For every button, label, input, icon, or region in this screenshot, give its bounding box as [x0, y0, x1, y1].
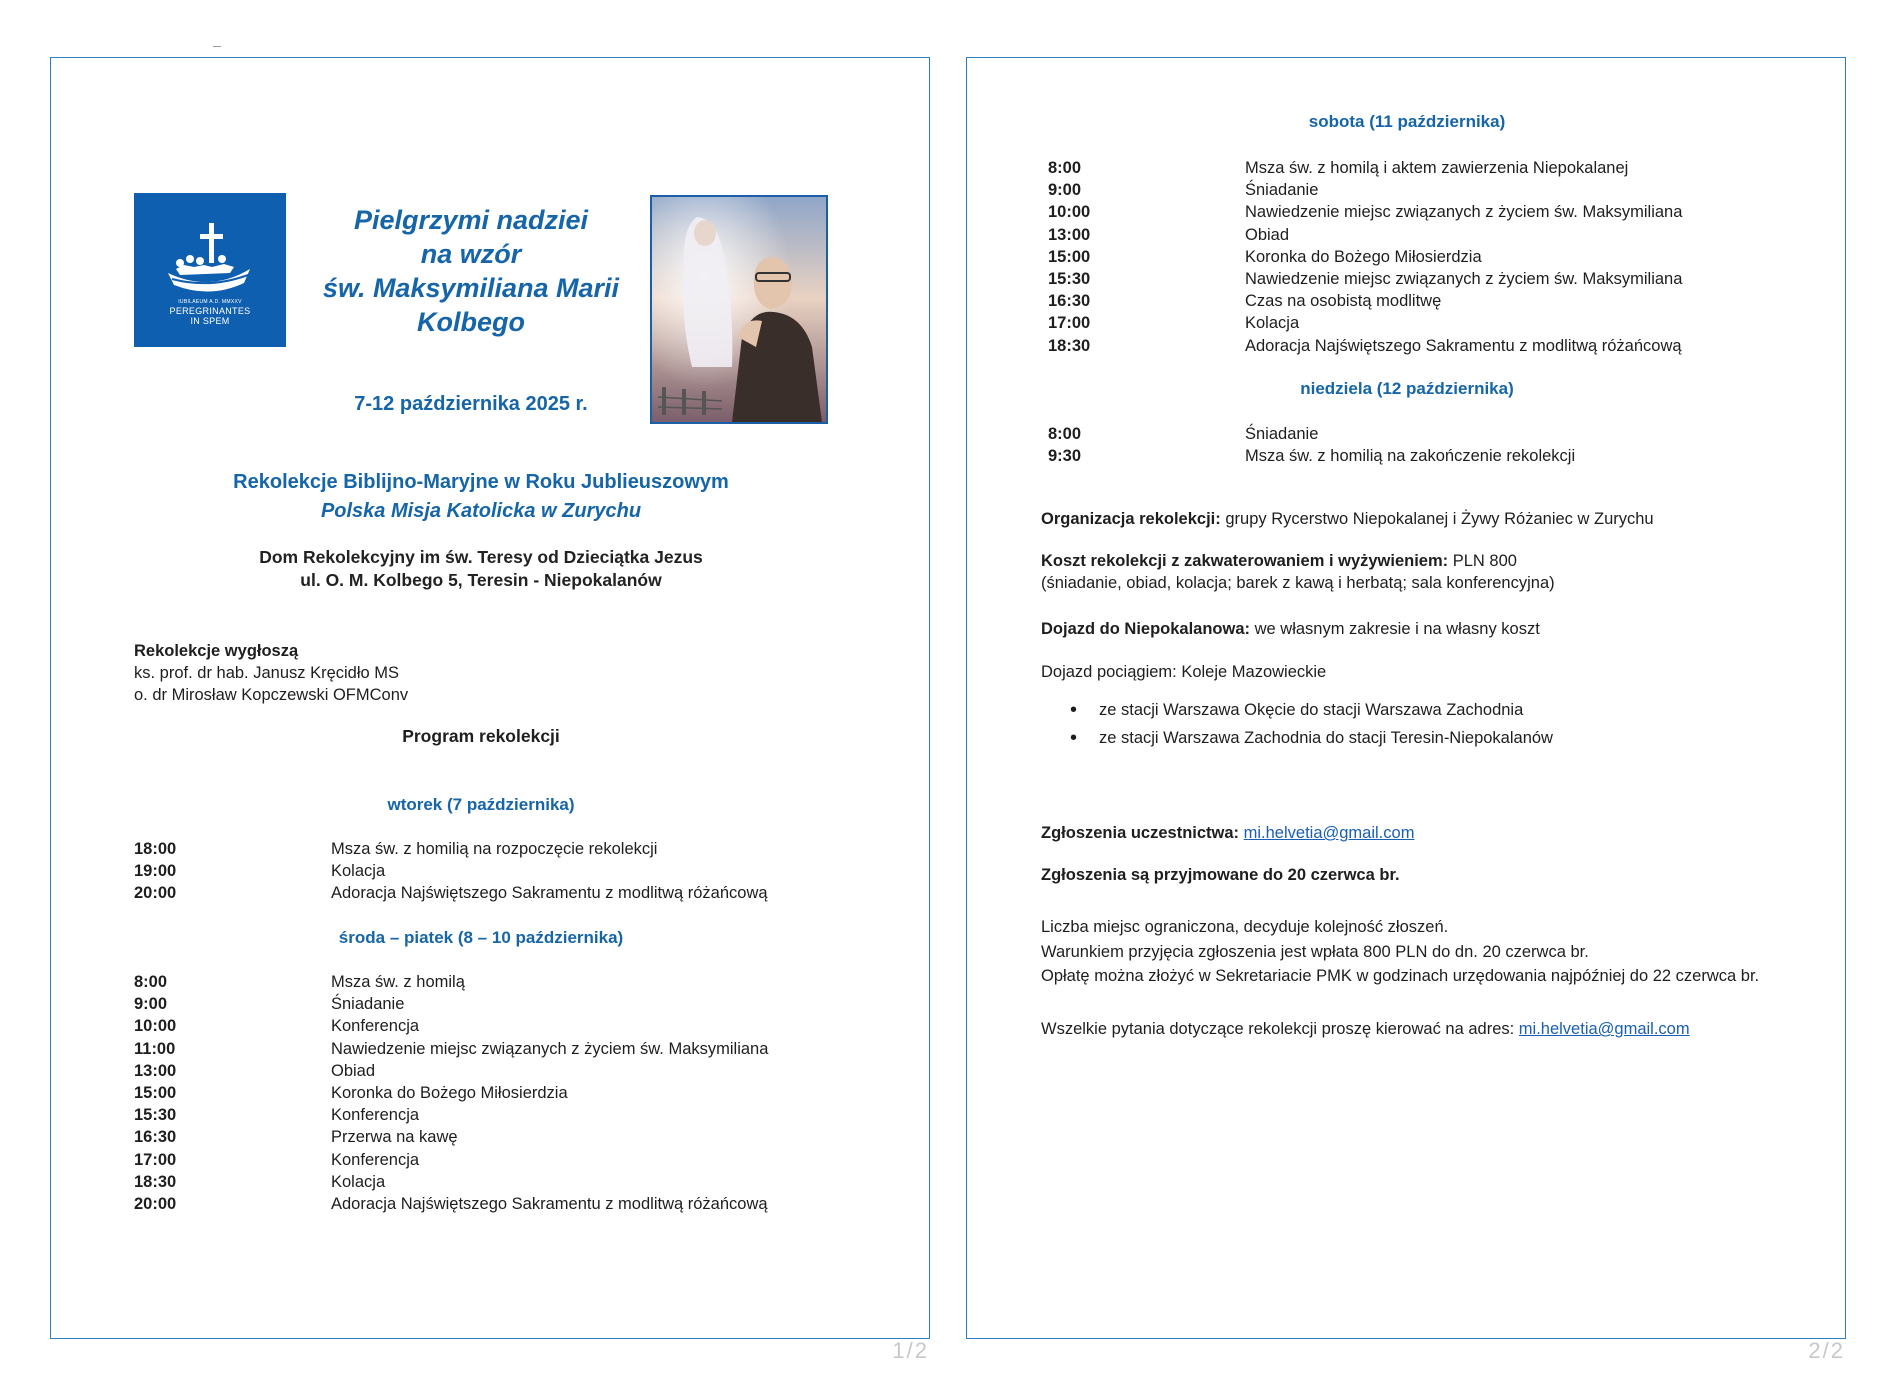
document-page-1 [50, 57, 930, 1363]
day-heading-tuesday: wtorek (7 października) [387, 795, 575, 814]
schedule-row: 17:00 Konferencja [134, 1150, 420, 1169]
program-title: Program rekolekcji [402, 726, 560, 746]
speakers-heading: Rekolekcje wygłoszą [134, 642, 299, 660]
travel-info: Dojazd do Niepokalanowa: we własnym zakresie i na własny koszt [1041, 620, 1540, 638]
page-number: 1/2 [892, 1338, 929, 1363]
schedule-row: 20:00 Adoracja Najświętszego Sakramentu z modlitwą różańcową [134, 1195, 768, 1214]
schedule-row: 8:00 Śniadanie [1048, 425, 1319, 443]
train-info: Dojazd pociągiem: Koleje Mazowieckie [1041, 663, 1327, 681]
scan-speck [213, 46, 221, 47]
list-item: • ze stacji Warszawa Okęcie do stacji Warszawa Zachodnia [1067, 696, 1553, 724]
schedule-row: 15:30 Konferencja [134, 1106, 420, 1125]
schedule-row: 15:30 Nawiedzenie miejsc związanych z życiem św. Maksymiliana [1048, 270, 1683, 289]
schedule-sunday [1048, 423, 1575, 467]
speakers-block [134, 640, 408, 706]
logo-caption: IUBILAEUM A.D. MMXXV PEREGRINANTES IN SPEM [169, 299, 251, 326]
mission-subtitle: Polska Misja Katolicka w Zurychu [320, 500, 642, 522]
schedule-row: 16:30 Czas na osobistą modlitwę [1048, 292, 1442, 311]
schedule-row: 18:30 Adoracja Najświętszego Sakramentu z modlitwą różańcową [1048, 336, 1682, 355]
retreat-subtitle: Rekolekcje Biblijno-Maryjne w Roku Jublieuszowym [233, 471, 729, 493]
registration-email-link[interactable]: mi.helvetia@gmail.com [1243, 824, 1415, 842]
schedule-row: 8:00 Msza św. z homilą i aktem zawierzenia Niepokalanej [1048, 159, 1629, 177]
schedule-row: 10:00 Konferencja [134, 1017, 420, 1036]
questions-info: Wszelkie pytania dotyczące rekolekcji proszę kierować na adres: mi.helvetia@gmail.com [1041, 1020, 1690, 1038]
registration-deadline: Zgłoszenia są przyjmowane do 20 czerwca br. [1041, 866, 1400, 884]
schedule-row: 18:00 Msza św. z homilią na rozpoczęcie rekolekcji [134, 840, 658, 858]
document-page-2 [966, 57, 1846, 1363]
day-heading-saturday: sobota (11 października) [1308, 112, 1506, 131]
schedule-row: 15:00 Koronka do Bożego Miłosierdzia [134, 1084, 568, 1103]
schedule-row: 18:30 Kolacja [134, 1172, 386, 1191]
speaker-name: ks. prof. dr hab. Janusz Kręcidło MS [134, 664, 400, 682]
list-item: • ze stacji Warszawa Zachodnia do stacji Teresin-Niepokalanów [1067, 724, 1553, 752]
day-heading-sunday: niedziela (12 października) [1300, 379, 1514, 398]
schedule-saturday [1048, 157, 1682, 357]
train-routes-list [1067, 696, 1553, 752]
page-title: Pielgrzymi nadziei na wzór św. Maksymiliana Marii Kolbego [322, 205, 620, 337]
questions-email-link[interactable]: mi.helvetia@gmail.com [1518, 1020, 1690, 1038]
schedule-row: 10:00 Nawiedzenie miejsc związanych z życiem św. Maksymiliana [1048, 203, 1683, 222]
schedule-row: 9:00 Śniadanie [134, 995, 405, 1014]
schedule-wednesday-friday [134, 971, 768, 1215]
page-number: 2/2 [1808, 1338, 1845, 1363]
organization-info: Organizacja rekolekcji: grupy Rycerstwo Niepokalanej i Żywy Różaniec w Zurychu [1041, 510, 1654, 528]
schedule-row: 15:00 Koronka do Bożego Miłosierdzia [1048, 247, 1482, 266]
schedule-row: 16:30 Przerwa na kawę [134, 1128, 458, 1147]
jubilee-logo [134, 193, 286, 347]
notes-block: Liczba miejsc ograniczona, decyduje kolejność złoszeń. Warunkiem przyjęcia zgłoszenia jest wpłata 800 PLN do dn. 20 czerwca br. Opłatę można złożyć w Sekretariacie PMK w godzinach urzędowania najpóźniej do 22 czerwca br. [1041, 918, 1760, 985]
pilgrims-boat-cross-icon [164, 221, 256, 295]
day-heading-wednesday-friday: środa – piatek (8 – 10 października) [338, 928, 624, 947]
schedule-row: 17:00 Kolacja [1048, 314, 1300, 333]
registration-info: Zgłoszenia uczestnictwa: mi.helvetia@gmail.com [1041, 824, 1415, 842]
speaker-name: o. dr Mirosław Kopczewski OFMConv [134, 686, 409, 704]
schedule-row: 9:00 Śniadanie [1048, 181, 1319, 200]
schedule-row: 13:00 Obiad [134, 1061, 376, 1080]
schedule-row: 11:00 Nawiedzenie miejsc związanych z życiem św. Maksymiliana [134, 1039, 769, 1058]
schedule-row: 20:00 Adoracja Najświętszego Sakramentu z modlitwą różańcową [134, 884, 768, 903]
schedule-tuesday [134, 838, 768, 905]
kolbe-mary-painting-image [650, 195, 828, 424]
schedule-row: 19:00 Kolacja [134, 862, 386, 881]
schedule-row: 13:00 Obiad [1048, 225, 1290, 244]
retreat-house-address: Dom Rekolekcyjny im św. Teresy od Dzieciątka Jezus ul. O. M. Kolbego 5, Teresin - Niepokalanów [259, 547, 703, 590]
event-dates: 7-12 października 2025 r. [354, 393, 588, 415]
schedule-row: 8:00 Msza św. z homilą [134, 973, 465, 991]
schedule-row: 9:30 Msza św. z homilią na zakończenie rekolekcji [1048, 447, 1576, 466]
cost-info: Koszt rekolekcji z zakwaterowaniem i wyżywieniem: PLN 800 (śniadanie, obiad, kolacja; barek z kawą i herbatą; sala konferencyjna) [1041, 552, 1555, 592]
